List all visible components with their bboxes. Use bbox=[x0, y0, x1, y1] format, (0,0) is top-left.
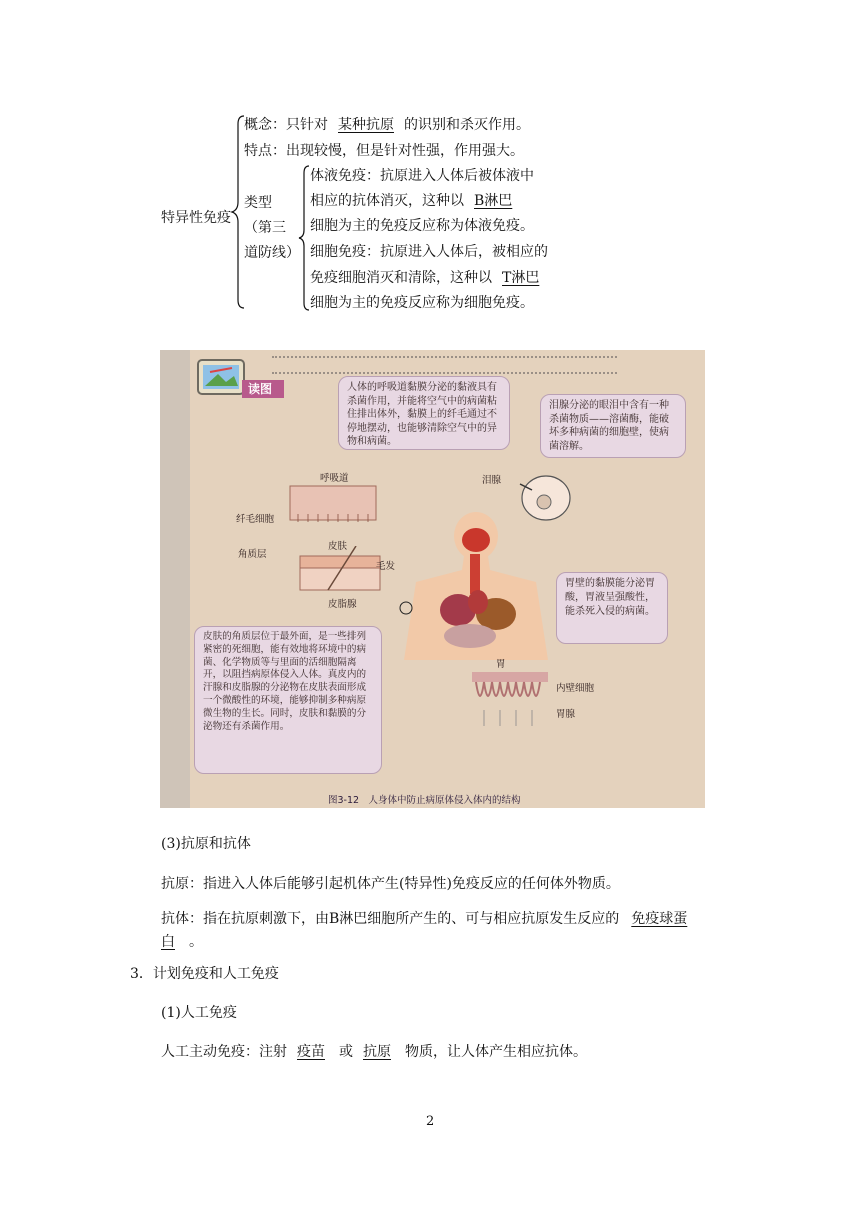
cellular-blank: T淋巴 bbox=[502, 270, 540, 286]
respiratory-illustration bbox=[288, 484, 378, 524]
label-cilia-cell: 纤毛细胞 bbox=[236, 514, 275, 525]
section3-heading: (3)抗原和抗体 bbox=[161, 836, 251, 852]
active-blank-2: 抗原 bbox=[363, 1044, 391, 1060]
read-tag: 读图 bbox=[248, 382, 273, 396]
label-hair: 毛发 bbox=[376, 561, 396, 572]
humoral-line3: 细胞为主的免疫反应称为体液免疫。 bbox=[310, 218, 534, 234]
body-silhouette bbox=[396, 510, 556, 660]
label-respiratory-tract: 呼吸道 bbox=[320, 473, 349, 484]
label-sebaceous-gland: 皮脂腺 bbox=[328, 599, 357, 610]
figure-dots bbox=[272, 356, 617, 374]
section-plan-heading: 3．计划免疫和人工免疫 bbox=[130, 966, 279, 982]
figure-caption: 图3-12 人身体中防止病原体侵入体内的结构 bbox=[328, 795, 521, 806]
skin-illustration bbox=[298, 546, 382, 596]
inner-brace bbox=[296, 164, 312, 312]
concept-blank: 某种抗原 bbox=[338, 117, 394, 133]
antibody-blank-1: 免疫球蛋 bbox=[631, 911, 688, 927]
humoral-line2: 相应的抗体消灭，这种以 B淋巴 bbox=[310, 191, 526, 211]
label-gastric-gland: 胃腺 bbox=[556, 709, 576, 720]
type-label-2: （第三 bbox=[244, 220, 286, 236]
active-blank-1: 疫苗 bbox=[297, 1044, 325, 1060]
humoral-line1: 体液免疫：抗原进入人体后被体液中 bbox=[310, 168, 534, 184]
stomach-wall-illustration bbox=[470, 670, 550, 730]
label-stomach: 胃 bbox=[496, 659, 506, 670]
cellular-line1: 细胞免疫：抗原进入人体后，被相应的 bbox=[310, 244, 548, 260]
tv-icon bbox=[196, 356, 286, 402]
cellular-line2: 免疫细胞消灭和清除，这种以 T淋巴 bbox=[310, 268, 557, 288]
antibody-blank-2: 白 bbox=[161, 934, 175, 950]
outline-root: 特异性免疫 bbox=[161, 210, 231, 226]
figure-side-strip bbox=[160, 350, 190, 808]
body-defense-figure bbox=[160, 350, 705, 808]
eye-illustration bbox=[514, 468, 574, 524]
bubble-tears: 泪腺分泌的眼泪中含有一种杀菌物质——溶菌酶，能破坏多种病菌的细胞壁，使病菌溶解。 bbox=[540, 394, 686, 458]
bubble-skin: 皮肤的角质层位于最外面，是一些排列紧密的死细胞，能有效地将环境中的病菌、化学物质等与里面的活细胞隔离开，以阻挡病原体侵入人体。真皮内的汗腺和皮脂腺的分泌物在皮肤表面形成一个微酸性的环境，能够抑制多种病原微生物的生长。同时，皮肤和黏膜的分泌物还有杀菌作用。 bbox=[194, 626, 382, 774]
type-label-1: 类型 bbox=[244, 195, 272, 211]
cellular-line3: 细胞为主的免疫反应称为细胞免疫。 bbox=[310, 295, 534, 311]
humoral-blank: B淋巴 bbox=[474, 193, 513, 209]
page-number: 2 bbox=[426, 1114, 435, 1129]
antibody-definition-line1: 抗体：指在抗原刺激下，由B淋巴细胞所产生的、可与相应抗原发生反应的 免疫球蛋 bbox=[161, 911, 688, 927]
bubble-respiratory: 人体的呼吸道黏膜分泌的黏液具有杀菌作用，并能将空气中的病菌粘住排出体外，黏膜上的纤毛通过不停地摆动，也能够清除空气中的异物和病菌。 bbox=[338, 376, 510, 450]
type-label-3: 道防线） bbox=[244, 245, 300, 261]
antibody-definition-line2: 白 。 bbox=[161, 934, 203, 950]
section-plan-sub: (1)人工免疫 bbox=[161, 1005, 237, 1021]
skin-focus-circle bbox=[398, 600, 414, 616]
label-skin: 皮肤 bbox=[328, 541, 348, 552]
label-lacrimal-gland: 泪腺 bbox=[482, 475, 502, 486]
label-stratum-corneum: 角质层 bbox=[238, 549, 267, 560]
label-stomach-wall-cell: 内壁细胞 bbox=[556, 683, 595, 694]
feature-line: 特点：出现较慢，但是针对性强，作用强大。 bbox=[244, 143, 524, 159]
bubble-stomach: 胃壁的黏膜能分泌胃酸，胃液呈强酸性，能杀死入侵的病菌。 bbox=[556, 572, 668, 644]
antigen-definition: 抗原：指进入人体后能够引起机体产生(特异性)免疫反应的任何体外物质。 bbox=[161, 876, 620, 892]
active-immunity-line: 人工主动免疫：注射 疫苗 或 抗原 物质，让人体产生相应抗体。 bbox=[161, 1044, 587, 1060]
concept-line: 概念：只针对 某种抗原 的识别和杀灭作用。 bbox=[244, 117, 530, 133]
